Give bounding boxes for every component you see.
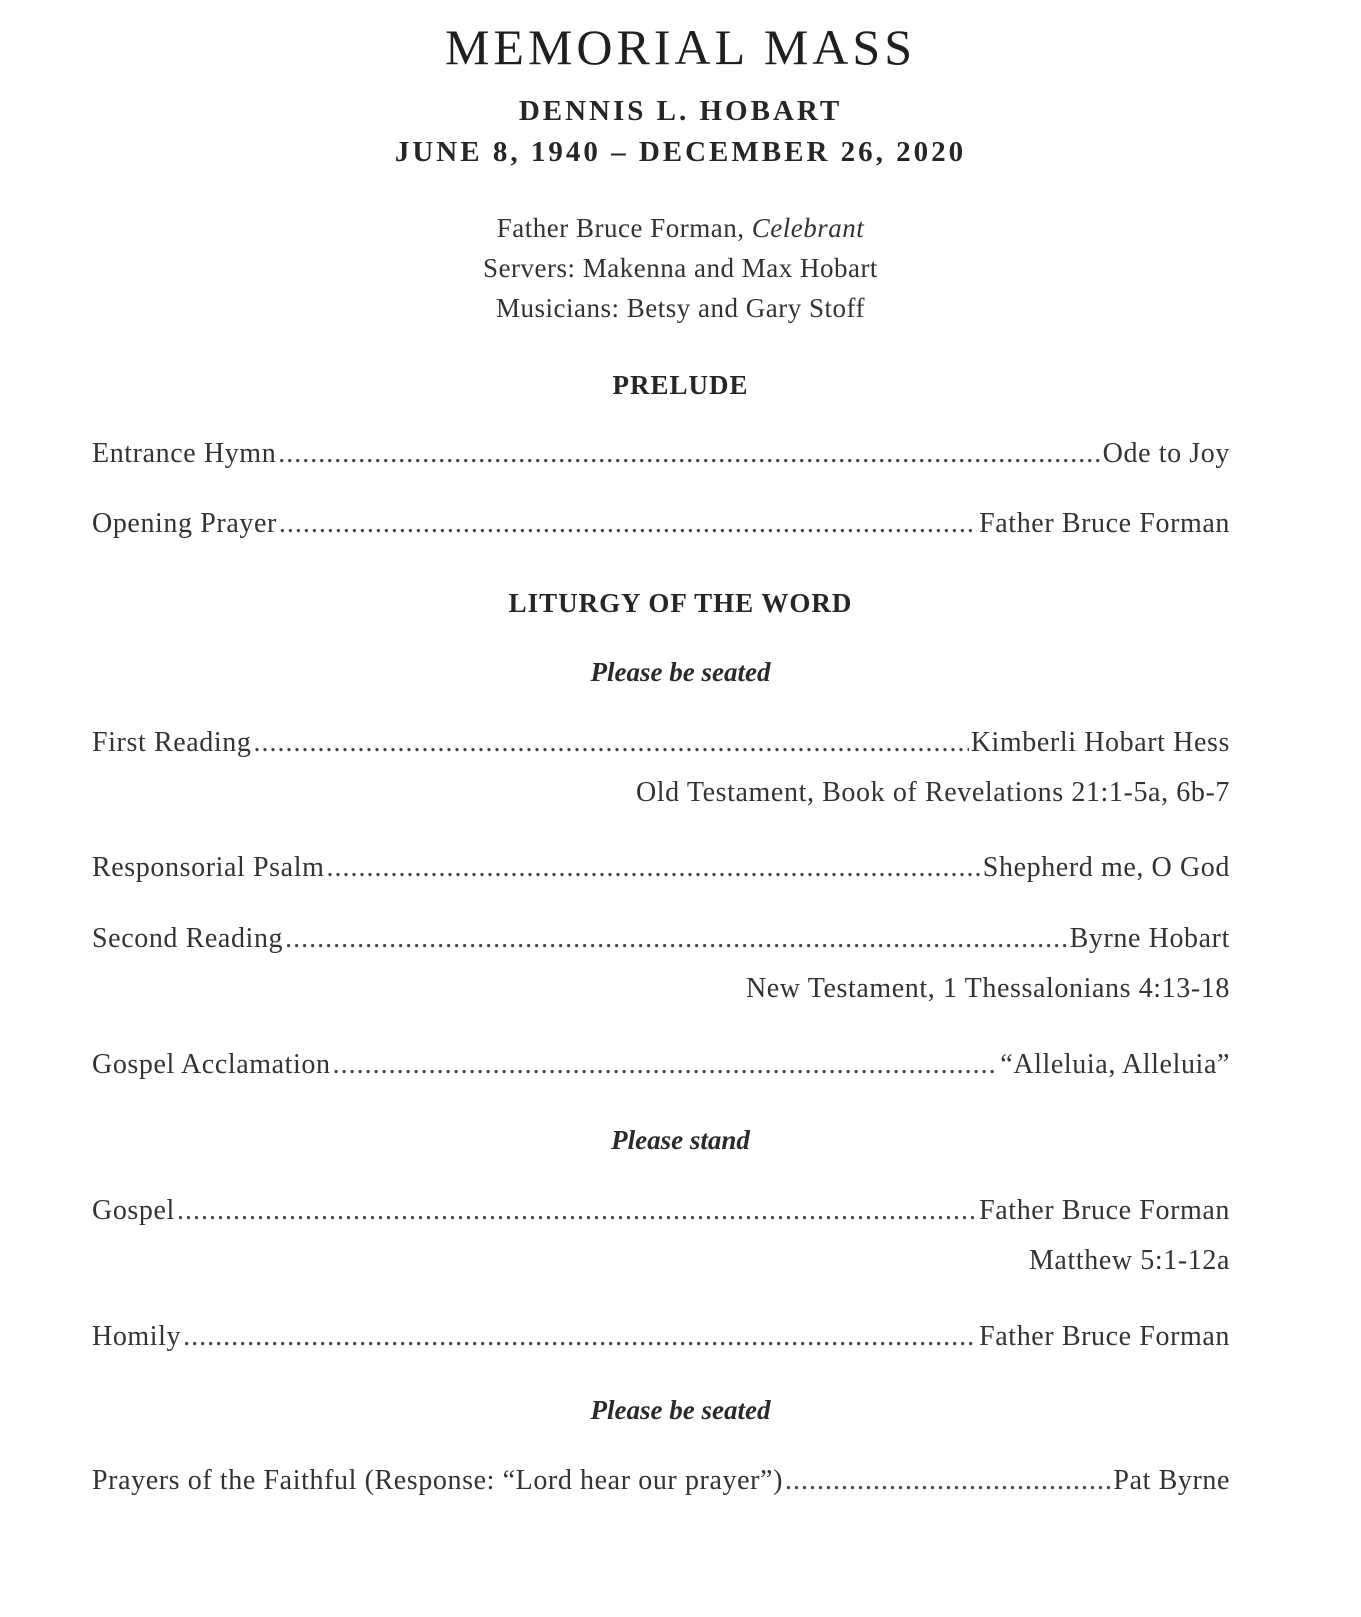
celebrant-line [0, 213, 1361, 244]
item-label: Responsorial Psalm [92, 852, 325, 883]
section-heading-prelude: PRELUDE [612, 370, 749, 400]
dot-leader [183, 1321, 977, 1353]
item-label: Second Reading [92, 923, 284, 954]
musicians-line: Musicians: Betsy and Gary Stoff [496, 293, 865, 323]
program-item-gospel [92, 1195, 1230, 1227]
dot-leader [326, 852, 980, 884]
program-item-prayers-of-the-faithful [92, 1465, 1230, 1497]
second-reading-citation: New Testament, 1 Thessalonians 4:13-18 [745, 973, 1230, 1004]
dot-leader [177, 1195, 977, 1227]
program-item-entrance-hymn [92, 438, 1230, 470]
program-item-gospel-acclamation [92, 1049, 1230, 1081]
item-value: Pat Byrne [1113, 1465, 1230, 1496]
section-heading-liturgy: LITURGY OF THE WORD [508, 588, 853, 618]
item-value: Kimberli Hobart Hess [970, 727, 1230, 758]
dot-leader [253, 727, 968, 759]
servers-line: Servers: Makenna and Max Hobart [483, 253, 878, 283]
gospel-citation: Matthew 5:1-12a [1028, 1245, 1230, 1276]
dot-leader [785, 1465, 1111, 1497]
program-item-responsorial-psalm [92, 852, 1230, 884]
program-item-opening-prayer [92, 508, 1230, 540]
deceased-name: DENNIS L. HOBART [518, 95, 843, 127]
item-value: Ode to Joy [1102, 438, 1230, 469]
item-value: Father Bruce Forman [979, 1195, 1230, 1226]
page-title: MEMORIAL MASS [444, 19, 917, 75]
item-label: Gospel [92, 1195, 175, 1226]
first-reading-citation: Old Testament, Book of Revelations 21:1-5a, 6b-7 [635, 777, 1230, 808]
celebrant-role: Celebrant [751, 213, 865, 243]
item-label: Prayers of the Faithful (Response: “Lord hear our prayer”) [92, 1465, 784, 1496]
item-label: Homily [92, 1321, 182, 1352]
program-item-first-reading [92, 727, 1230, 759]
dot-leader [333, 1049, 999, 1081]
item-label: Opening Prayer [92, 508, 277, 539]
item-value: Father Bruce Forman [979, 1321, 1230, 1352]
item-value: Byrne Hobart [1069, 923, 1230, 954]
celebrant-name: Father Bruce Forman, [496, 213, 745, 243]
life-dates: JUNE 8, 1940 – DECEMBER 26, 2020 [394, 136, 967, 168]
program-item-homily [92, 1321, 1230, 1353]
item-value: Father Bruce Forman [979, 508, 1230, 539]
dot-leader [278, 438, 1100, 470]
item-label: Entrance Hymn [92, 438, 277, 469]
dot-leader [279, 508, 977, 540]
item-value: “Alleluia, Alleluia” [1000, 1049, 1230, 1080]
item-label: Gospel Acclamation [92, 1049, 331, 1080]
instruction-seated-second: Please be seated [590, 1395, 771, 1425]
program-item-second-reading [92, 923, 1230, 955]
instruction-stand: Please stand [611, 1125, 750, 1155]
dot-leader [285, 923, 1067, 955]
item-label: First Reading [92, 727, 252, 758]
item-value: Shepherd me, O God [982, 852, 1230, 883]
instruction-seated: Please be seated [590, 657, 771, 687]
